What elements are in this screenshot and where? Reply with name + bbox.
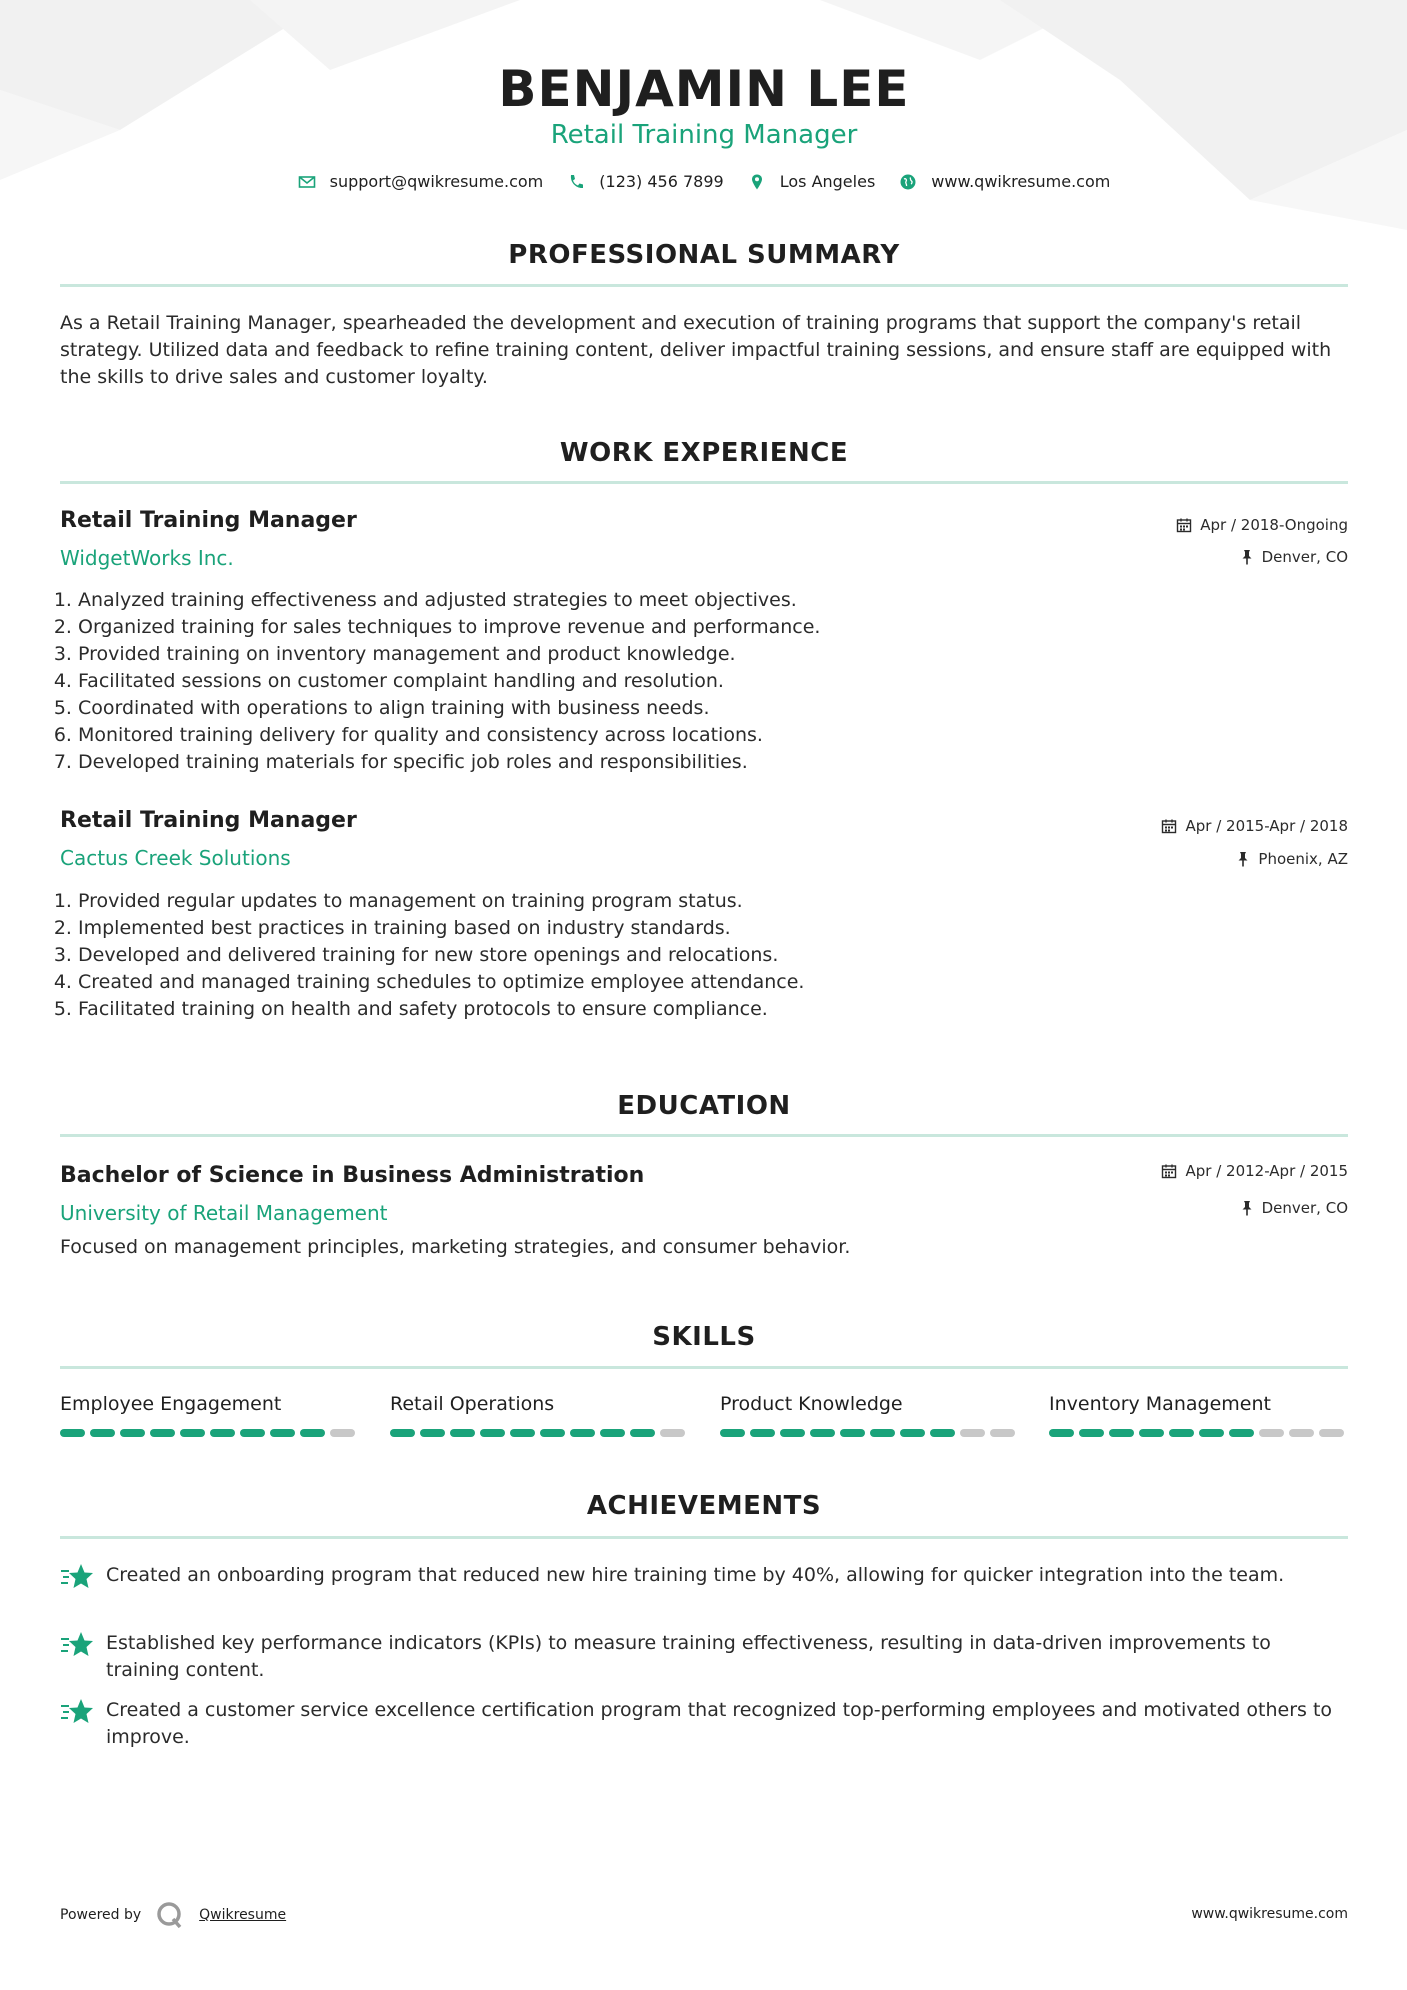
globe-icon [899, 173, 917, 191]
skill-label: Employee Engagement [60, 1393, 282, 1415]
skill-rating-dot-filled [570, 1429, 595, 1437]
skill-rating-bar [60, 1429, 360, 1437]
achievement-text: Created an onboarding program that reduced new hire training time by 40%, allowing for quicker integration into the team. [106, 1564, 1285, 1586]
skill-rating-dot-filled [1199, 1429, 1224, 1437]
skill-rating-dot-filled [240, 1429, 265, 1437]
skill-rating-dot-filled [210, 1429, 235, 1437]
powered-by-label: Powered by [60, 1907, 142, 1923]
education-dates [1161, 1162, 1348, 1180]
achievement-star-icon [60, 1697, 94, 1727]
contact-location [748, 172, 876, 191]
contact-email[interactable] [298, 172, 544, 191]
calendar-icon [1161, 818, 1177, 834]
skill-rating-dot-empty [960, 1429, 985, 1437]
skill-rating-dot-empty [1319, 1429, 1344, 1437]
achievement-text: Created a customer service excellence certification program that recognized top-performing employees and motivated others to improve. [106, 1699, 1333, 1748]
envelope-icon [298, 173, 316, 191]
education-dates-text: Apr / 2012-Apr / 2015 [1185, 1162, 1348, 1180]
skill-rating-dot-filled [1229, 1429, 1254, 1437]
skill-rating-dot-filled [600, 1429, 625, 1437]
job-dates-text: Apr / 2018-Ongoing [1200, 516, 1348, 534]
website-text: www.qwikresume.com [931, 172, 1111, 191]
location-text: Los Angeles [779, 172, 876, 191]
job-duty-item: 2. Organized training for sales techniques to improve revenue and performance. [78, 614, 1278, 641]
skill-rating-dot-filled [420, 1429, 445, 1437]
job-company: WidgetWorks Inc. [60, 546, 234, 570]
achievements-divider [60, 1536, 1348, 1539]
education-description: Focused on management principles, marketing strategies, and consumer behavior. [60, 1236, 851, 1258]
skill-rating-dot-filled [630, 1429, 655, 1437]
education-heading: EDUCATION [617, 1091, 791, 1121]
job-duty-item: 4. Created and managed training schedules to optimize employee attendance. [78, 969, 1278, 996]
pushpin-icon [1240, 1200, 1254, 1216]
job-dates-text: Apr / 2015-Apr / 2018 [1185, 817, 1348, 835]
skill-rating-dot-empty [990, 1429, 1015, 1437]
skill-rating-dot-filled [120, 1429, 145, 1437]
skill-item [60, 1393, 360, 1437]
job-dates [1176, 516, 1348, 534]
skill-rating-dot-filled [810, 1429, 835, 1437]
skill-label: Inventory Management [1049, 1393, 1271, 1415]
skill-rating-dot-empty [660, 1429, 685, 1437]
skill-rating-dot-filled [60, 1429, 85, 1437]
contact-phone[interactable] [567, 172, 723, 191]
skill-rating-dot-filled [90, 1429, 115, 1437]
contact-bar [60, 172, 1348, 191]
skill-rating-dot-filled [1139, 1429, 1164, 1437]
job-duties-list [54, 888, 1278, 1023]
achievement-item [60, 1562, 1348, 1592]
skill-rating-dot-empty [330, 1429, 355, 1437]
job-company: Cactus Creek Solutions [60, 846, 291, 870]
job-title: Retail Training Manager [60, 808, 357, 833]
footer-powered-by [60, 1900, 286, 1930]
education-divider [60, 1134, 1348, 1137]
skill-rating-dot-filled [750, 1429, 775, 1437]
contact-website[interactable] [899, 172, 1110, 191]
skill-rating-dot-filled [840, 1429, 865, 1437]
job-location-text: Phoenix, AZ [1258, 850, 1348, 868]
skill-rating-dot-filled [900, 1429, 925, 1437]
achievement-item [60, 1630, 1348, 1684]
job-duty-item: 1. Analyzed training effectiveness and adjusted strategies to meet objectives. [78, 587, 1278, 614]
footer-website[interactable]: www.qwikresume.com [1191, 1906, 1348, 1922]
skill-rating-dot-filled [780, 1429, 805, 1437]
skill-item [390, 1393, 690, 1437]
summary-divider [60, 284, 1348, 287]
qwikresume-logo-icon [155, 1900, 185, 1930]
job-duty-item: 5. Facilitated training on health and safety protocols to ensure compliance. [78, 996, 1278, 1023]
education-degree: Bachelor of Science in Business Administration [60, 1163, 645, 1188]
achievements-heading: ACHIEVEMENTS [586, 1491, 822, 1521]
candidate-name: BENJAMIN LEE [498, 60, 910, 118]
skill-rating-dot-empty [1259, 1429, 1284, 1437]
candidate-title: Retail Training Manager [550, 120, 858, 150]
skill-rating-dot-filled [1049, 1429, 1074, 1437]
calendar-icon [1176, 517, 1192, 533]
skill-rating-dot-filled [930, 1429, 955, 1437]
skill-label: Retail Operations [390, 1393, 555, 1415]
skill-item [1049, 1393, 1349, 1437]
education-location [1240, 1199, 1348, 1217]
skill-rating-dot-filled [480, 1429, 505, 1437]
job-duty-item: 3. Provided training on inventory management and product knowledge. [78, 641, 1278, 668]
job-duty-item: 6. Monitored training delivery for quality and consistency across locations. [78, 722, 1278, 749]
skills-divider [60, 1366, 1348, 1369]
skill-rating-bar [1049, 1429, 1349, 1437]
achievement-star-icon [60, 1562, 94, 1592]
achievement-star-icon [60, 1630, 94, 1660]
job-duty-item: 7. Developed training materials for specific job roles and responsibilities. [78, 749, 1278, 776]
job-duty-item: 1. Provided regular updates to management on training program status. [78, 888, 1278, 915]
skill-rating-dot-filled [270, 1429, 295, 1437]
achievement-text: Established key performance indicators (KPIs) to measure training effectiveness, resulting in data-driven improvements to training content. [106, 1632, 1271, 1681]
job-duty-item: 4. Facilitated sessions on customer complaint handling and resolution. [78, 668, 1278, 695]
phone-text: (123) 456 7899 [599, 172, 724, 191]
skill-rating-dot-filled [300, 1429, 325, 1437]
summary-heading: PROFESSIONAL SUMMARY [508, 240, 900, 270]
job-location-text: Denver, CO [1261, 548, 1348, 566]
skill-item [720, 1393, 1020, 1437]
job-duty-item: 2. Implemented best practices in training based on industry standards. [78, 915, 1278, 942]
skill-rating-dot-filled [870, 1429, 895, 1437]
skill-rating-dot-filled [540, 1429, 565, 1437]
skill-rating-dot-filled [1109, 1429, 1134, 1437]
experience-heading: WORK EXPERIENCE [559, 438, 849, 468]
achievement-item [60, 1697, 1348, 1751]
phone-icon [567, 173, 585, 191]
job-duty-item: 5. Coordinated with operations to align training with business needs. [78, 695, 1278, 722]
map-marker-icon [748, 173, 766, 191]
skill-rating-dot-filled [1169, 1429, 1194, 1437]
email-text: support@qwikresume.com [329, 172, 544, 191]
job-dates [1161, 817, 1348, 835]
job-title: Retail Training Manager [60, 508, 357, 533]
skill-rating-dot-filled [150, 1429, 175, 1437]
pushpin-icon [1236, 851, 1250, 867]
education-school: University of Retail Management [60, 1201, 388, 1225]
skill-rating-dot-filled [450, 1429, 475, 1437]
skill-rating-dot-filled [180, 1429, 205, 1437]
pushpin-icon [1240, 549, 1254, 565]
skill-label: Product Knowledge [720, 1393, 903, 1415]
calendar-icon [1161, 1163, 1177, 1179]
qwikresume-link[interactable]: Qwikresume [199, 1907, 287, 1923]
job-location [1240, 548, 1348, 566]
job-duty-item: 3. Developed and delivered training for new store openings and relocations. [78, 942, 1278, 969]
skill-rating-bar [720, 1429, 1020, 1437]
experience-divider [60, 481, 1348, 484]
skill-rating-dot-filled [390, 1429, 415, 1437]
job-location [1236, 850, 1348, 868]
education-location-text: Denver, CO [1261, 1199, 1348, 1217]
job-duties-list [54, 587, 1278, 776]
skill-rating-dot-empty [1289, 1429, 1314, 1437]
skill-rating-dot-filled [720, 1429, 745, 1437]
skill-rating-bar [390, 1429, 690, 1437]
skill-rating-dot-filled [1079, 1429, 1104, 1437]
summary-text: As a Retail Training Manager, spearheaded the development and execution of training programs that support the company's retail strategy. Utilized data and feedback to refine training content, deliver impactful training sessions, and ensure staff are equipped with the skills to drive sales and customer loyalty. [60, 312, 1332, 388]
skills-heading: SKILLS [652, 1322, 756, 1352]
skill-rating-dot-filled [510, 1429, 535, 1437]
